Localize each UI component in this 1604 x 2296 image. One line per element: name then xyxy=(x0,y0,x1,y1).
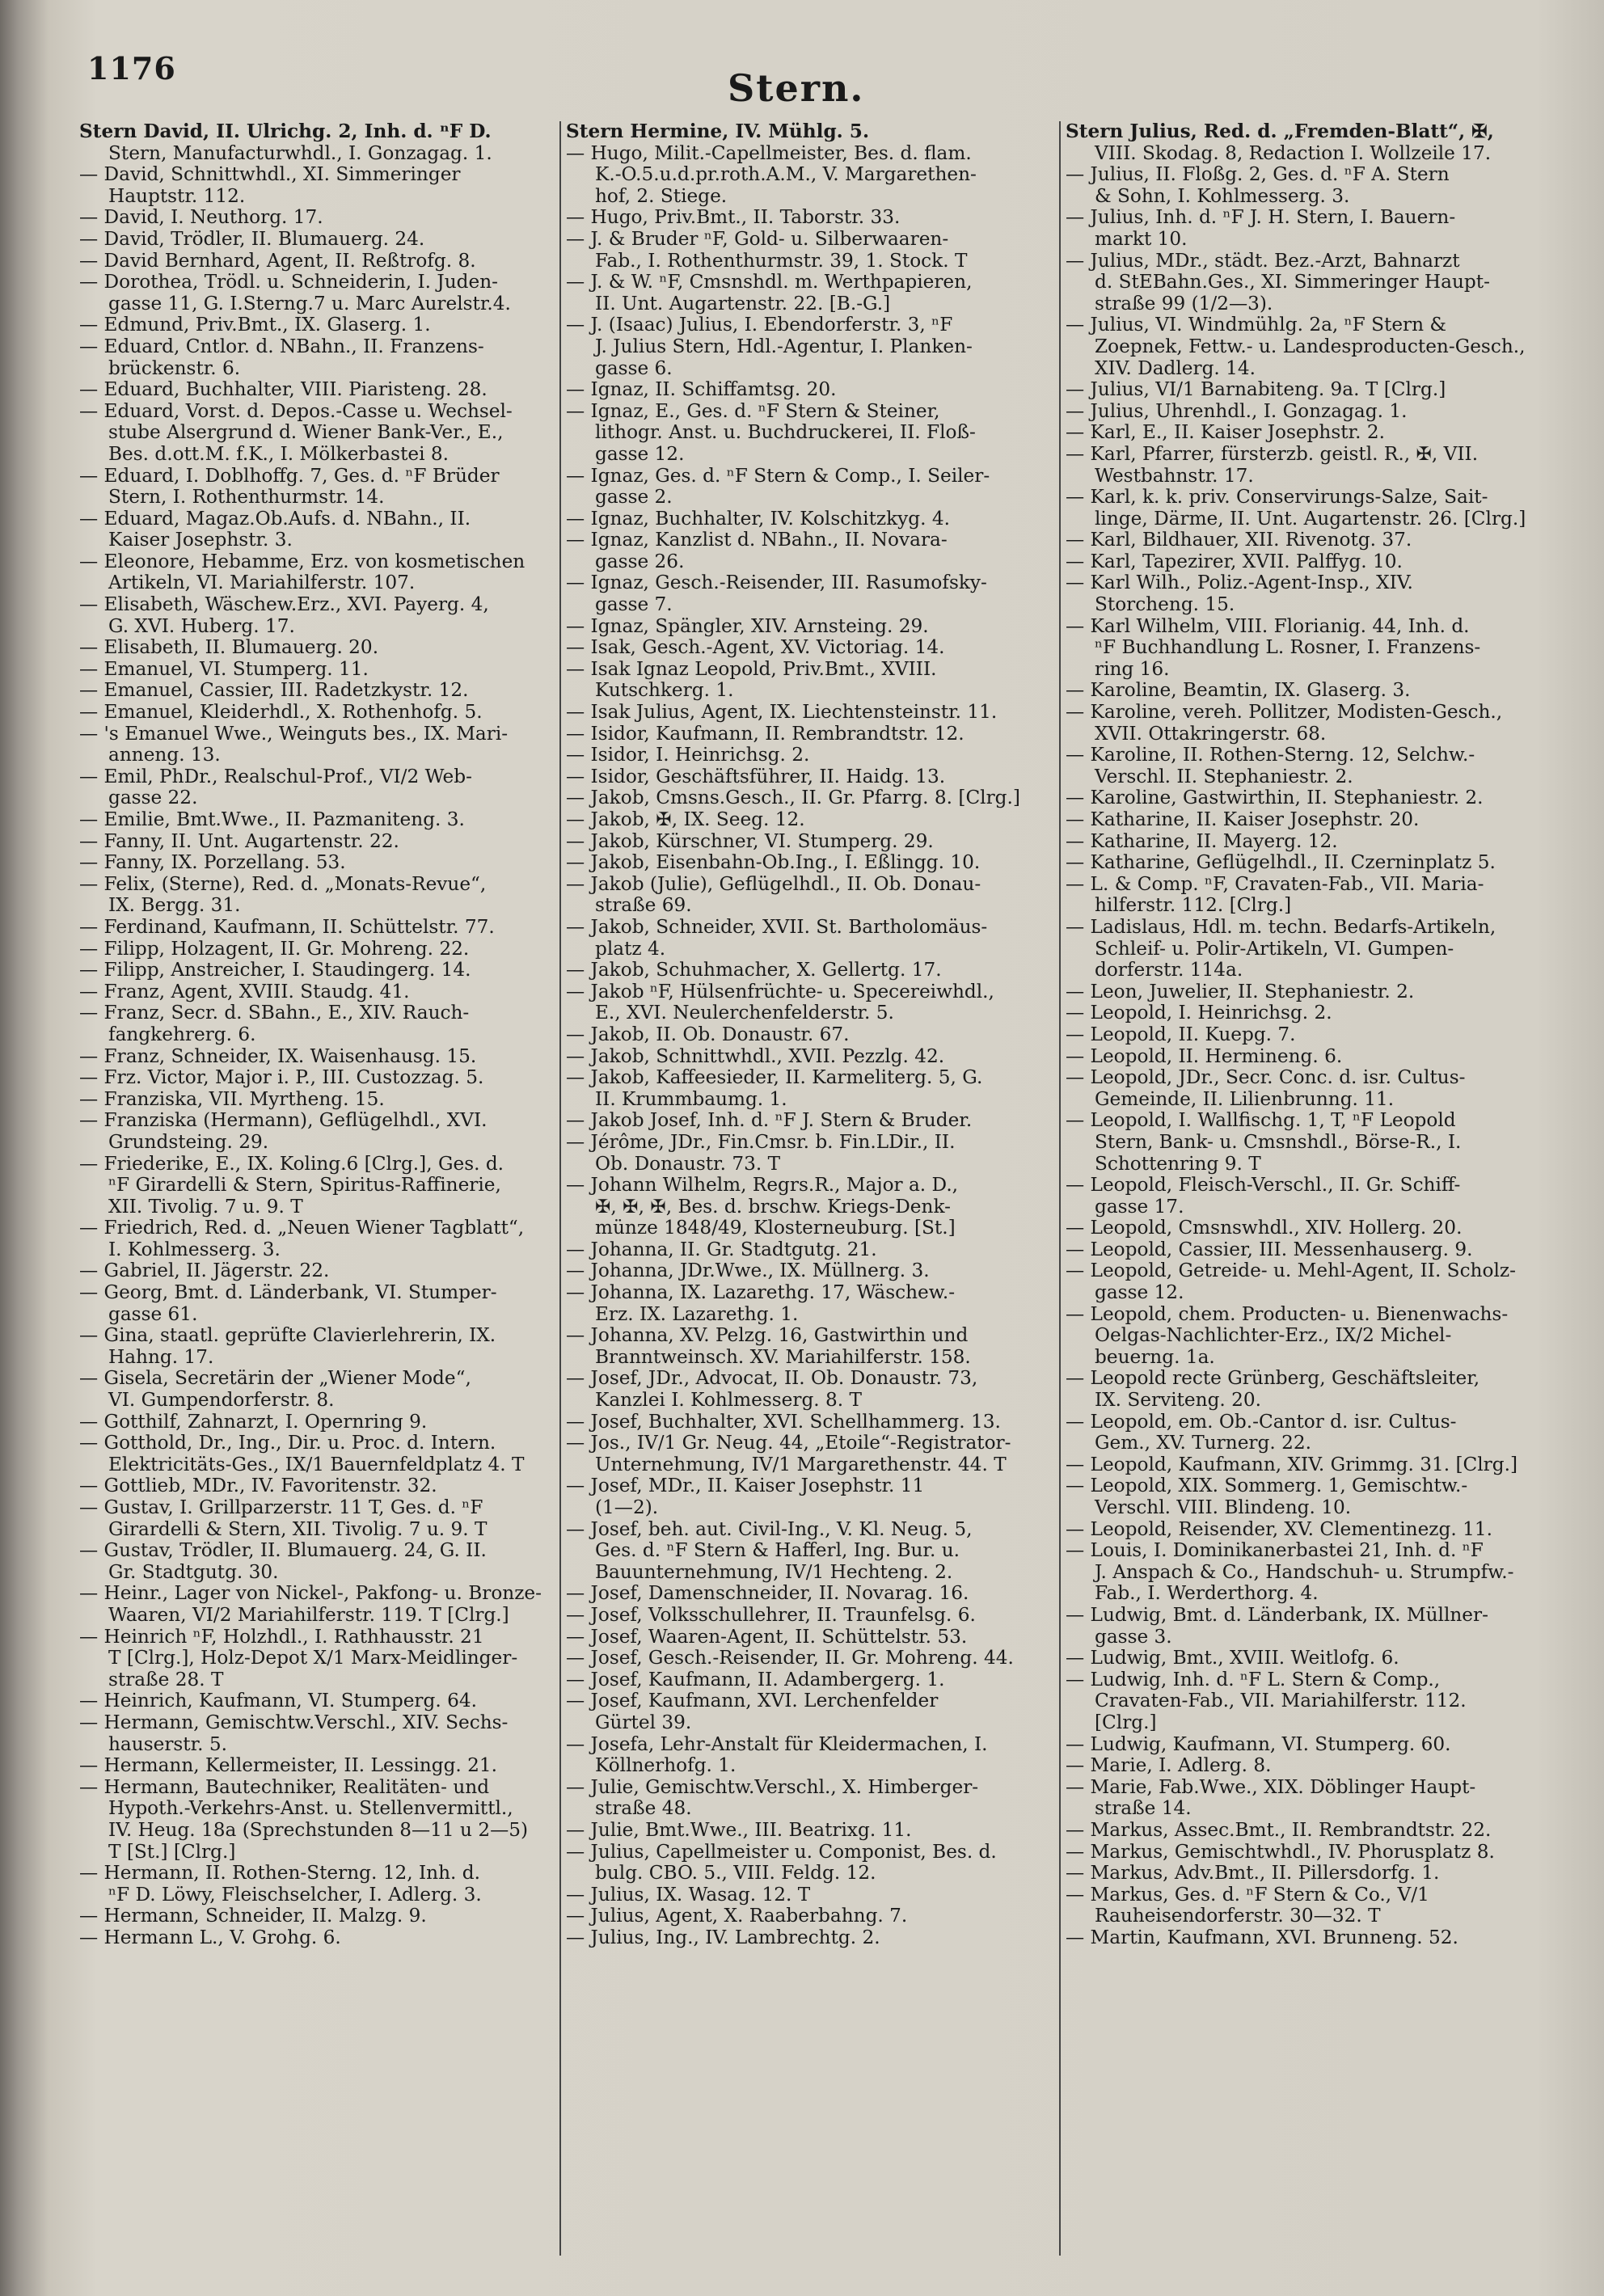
entry-line: VI. Gumpendorferstr. 8. xyxy=(108,1390,335,1412)
entry-line: — Franz, Secr. d. SBahn., E., XIV. Rauch- xyxy=(79,1002,470,1024)
entry-line: IX. Bergg. 31. xyxy=(108,895,241,917)
entry-line: — Filipp, Holzagent, II. Gr. Mohreng. 22. xyxy=(79,938,470,960)
entry-line: — Leopold, Fleisch-Verschl., II. Gr. Schiff- xyxy=(1066,1175,1461,1197)
page-number: 1176 xyxy=(87,50,176,87)
entry-line: — Marie, I. Adlerg. 8. xyxy=(1066,1755,1272,1777)
entry-line: — Hermann, Bautechniker, Realitäten- und xyxy=(79,1776,490,1798)
entry-head-line: Stern Julius, Red. d. „Fremden-Blatt“, ✠, xyxy=(1066,121,1494,142)
entry-line: Rauheisendorferstr. 30—32. T xyxy=(1095,1906,1381,1927)
entry-line: — Frz. Victor, Major i. P., III. Custozzag. 5. xyxy=(79,1067,484,1089)
entry-line: — Jakob, Schuhmacher, X. Gellertg. 17. xyxy=(566,960,942,981)
entry-line: straße 99 (1/2—3). xyxy=(1095,293,1273,314)
entry-line: gasse 61. xyxy=(108,1303,198,1325)
entry-line: dorferstr. 114a. xyxy=(1095,960,1243,981)
entry-line: — Hugo, Milit.-Capellmeister, Bes. d. flam. xyxy=(566,142,972,164)
entry-line: — Louis, I. Dominikanerbastei 21, Inh. d. ⁿF xyxy=(1066,1540,1484,1562)
entry-line: — Jakob ⁿF, Hülsenfrüchte- u. Specereiwhdl., xyxy=(566,981,994,1002)
entry-line: — Isidor, Geschäftsführer, II. Haidg. 13. xyxy=(566,766,946,787)
entry-line: — Katharine, Geflügelhdl., II. Czerninplatz 5. xyxy=(1066,852,1496,874)
entry-line: linge, Därme, II. Unt. Augartenstr. 26. [Clrg.] xyxy=(1095,508,1526,530)
entry-line: — Dorothea, Trödl. u. Schneiderin, I. Juden- xyxy=(79,272,498,293)
entry-line: — L. & Comp. ⁿF, Cravaten-Fab., VII. Maria- xyxy=(1066,873,1484,895)
entry-head-line: Stern David, II. Ulrichg. 2, Inh. d. ⁿF D. xyxy=(79,121,492,142)
entry-line: — Hugo, Priv.Bmt., II. Taborstr. 33. xyxy=(566,207,901,229)
entry-line: — Jakob, Schnittwhdl., XVII. Pezzlg. 42. xyxy=(566,1045,945,1067)
entry-line: — J. & W. ⁿF, Cmsnshdl. m. Werthpapieren, xyxy=(566,272,973,293)
entry-line: — Heinrich, Kaufmann, VI. Stumperg. 64. xyxy=(79,1690,477,1712)
entry-line: — Eduard, I. Doblhoffg. 7, Ges. d. ⁿF Brüder xyxy=(79,465,500,487)
entry-line: — Julius, Uhrenhdl., I. Gonzagag. 1. xyxy=(1066,400,1408,422)
entry-line: gasse 3. xyxy=(1095,1626,1172,1648)
entry-line: — J. & Bruder ⁿF, Gold- u. Silberwaaren- xyxy=(566,228,949,250)
entry-line: — Isak Julius, Agent, IX. Liechtensteinstr. 11. xyxy=(566,702,998,724)
entry-line: — David Bernhard, Agent, II. Reßtrofg. 8. xyxy=(79,250,476,272)
entry-line: Hauptstr. 112. xyxy=(108,185,246,207)
entry-line: straße 48. xyxy=(595,1798,692,1820)
entry-line: — Karl, Tapezirer, XVII. Palffyg. 10. xyxy=(1066,551,1403,572)
entry-line: Elektricitäts-Ges., IX/1 Bauernfeldplatz 4. T xyxy=(108,1454,525,1475)
entry-line: — Heinrich ⁿF, Holzhdl., I. Rathhausstr. 21 xyxy=(79,1626,484,1648)
entry-line: Oelgas-Nachlichter-Erz., IX/2 Michel- xyxy=(1095,1325,1452,1347)
entry-line: — Leopold, II. Hermineng. 6. xyxy=(1066,1045,1343,1067)
entry-line: — Franziska, VII. Myrtheng. 15. xyxy=(79,1088,385,1110)
entry-line: gasse 2. xyxy=(595,487,673,509)
entry-line: — Georg, Bmt. d. Länderbank, VI. Stumper- xyxy=(79,1282,497,1304)
entry-line: ⁿF Girardelli & Stern, Spiritus-Raffinerie, xyxy=(108,1175,501,1197)
entry-line: — Leopold, Reisender, XV. Clementinezg. 11. xyxy=(1066,1518,1492,1540)
entry-line: — Ignaz, II. Schiffamtsg. 20. xyxy=(566,379,837,401)
entry-line: — Julius, VI. Windmühlg. 2a, ⁿF Stern & xyxy=(1066,314,1447,336)
entry-line: — Julie, Gemischtw.Verschl., X. Himberger- xyxy=(566,1776,979,1798)
entry-line: — Josef, Kaufmann, XVI. Lerchenfelder xyxy=(566,1690,939,1712)
entry-line: T [Clrg.], Holz-Depot X/1 Marx-Meidlinger- xyxy=(108,1648,518,1669)
entry-line: gasse 26. xyxy=(595,551,685,572)
entry-line: straße 14. xyxy=(1095,1798,1192,1820)
entry-line: — Eduard, Buchhalter, VIII. Piaristeng. 28. xyxy=(79,379,488,401)
entry-line: Kaiser Josephstr. 3. xyxy=(108,530,293,551)
entry-line: — Felix, (Sterne), Red. d. „Monats-Revue“, xyxy=(79,873,487,895)
entry-line: — Heinr., Lager von Nickel-, Pakfong- u. Bronze- xyxy=(79,1583,542,1605)
entry-line: — Leopold, I. Wallfischg. 1, T, ⁿF Leopold xyxy=(1066,1110,1456,1132)
entry-line: — Ladislaus, Hdl. m. techn. Bedarfs-Artikeln, xyxy=(1066,916,1496,938)
entry-line: II. Unt. Augartenstr. 22. [B.-G.] xyxy=(595,293,891,314)
entry-line: — Hermann, Gemischtw.Verschl., XIV. Sechs- xyxy=(79,1711,509,1733)
entry-line: — Katharine, II. Mayerg. 12. xyxy=(1066,830,1338,852)
entry-line: — Johanna, XV. Pelzg. 16, Gastwirthin und xyxy=(566,1325,969,1347)
entry-line: — Friedrich, Red. d. „Neuen Wiener Tagblatt“, xyxy=(79,1218,525,1239)
entry-line: — Markus, Gemischtwhdl., IV. Phorusplatz 8. xyxy=(1066,1841,1495,1863)
entry-line: — Karl Wilh., Poliz.-Agent-Insp., XIV. xyxy=(1066,572,1413,594)
entry-line: — Leopold, Kaufmann, XIV. Grimmg. 31. [Clrg.] xyxy=(1066,1454,1517,1475)
column-1 xyxy=(79,121,555,1948)
entry-line: — Josef, beh. aut. Civil-Ing., V. Kl. Neug. 5, xyxy=(566,1518,973,1540)
entry-line: — Jérôme, JDr., Fin.Cmsr. b. Fin.LDir., II. xyxy=(566,1131,956,1153)
entry-line: Fab., I. Werderthorg. 4. xyxy=(1095,1583,1319,1605)
entry-line: gasse 7. xyxy=(595,594,673,616)
entry-line: hof, 2. Stiege. xyxy=(595,185,728,207)
entry-line: — Isidor, I. Heinrichsg. 2. xyxy=(566,745,810,766)
entry-line: — Martin, Kaufmann, XVI. Brunneng. 52. xyxy=(1066,1927,1458,1948)
entry-line: — Jakob, II. Ob. Donaustr. 67. xyxy=(566,1023,850,1045)
column-divider xyxy=(1059,121,1061,2256)
entry-line: straße 69. xyxy=(595,895,692,917)
entry-line: Waaren, VI/2 Mariahilferstr. 119. T [Clrg.] xyxy=(108,1604,509,1626)
entry-line: Fab., I. Rothenthurmstr. 39, 1. Stock. T xyxy=(595,250,968,272)
entry-line: — Jakob, Cmsns.Gesch., II. Gr. Pfarrg. 8. [Clrg.] xyxy=(566,787,1020,809)
entry-line: — Gustav, Trödler, II. Blumauerg. 24, G. II. xyxy=(79,1540,487,1562)
entry-line: Storcheng. 15. xyxy=(1095,594,1235,616)
entry-line: — Julius, IX. Wasag. 12. T xyxy=(566,1884,811,1906)
entry-line: gasse 12. xyxy=(1095,1282,1184,1304)
entry-line: K.-O.5.u.d.pr.roth.A.M., V. Margarethen- xyxy=(595,164,977,186)
entry-line: — Elisabeth, Wäschew.Erz., XVI. Payerg. 4, xyxy=(79,594,489,616)
entry-line: brückenstr. 6. xyxy=(108,357,241,379)
entry-line: — Jakob Josef, Inh. d. ⁿF J. Stern & Bruder. xyxy=(566,1110,973,1132)
entry-line: — Johann Wilhelm, Regrs.R., Major a. D., xyxy=(566,1175,959,1197)
entry-line: — Karl Wilhelm, VIII. Florianig. 44, Inh. d. xyxy=(1066,615,1470,637)
entry-line: [Clrg.] xyxy=(1095,1711,1157,1733)
entry-line: hauserstr. 5. xyxy=(108,1733,228,1755)
entry-line: — David, Schnittwhdl., XI. Simmeringer xyxy=(79,164,461,186)
entry-line: gasse 22. xyxy=(108,787,198,809)
entry-line: — Leopold, Cassier, III. Messenhauserg. 9. xyxy=(1066,1239,1473,1260)
entry-line: — Ignaz, Kanzlist d. NBahn., II. Novara- xyxy=(566,530,948,551)
entry-line: — Ignaz, E., Ges. d. ⁿF Stern & Steiner, xyxy=(566,400,940,422)
entry-line: — Leopold, JDr., Secr. Conc. d. isr. Cultus- xyxy=(1066,1067,1466,1089)
entry-line: Gr. Stadtgutg. 30. xyxy=(108,1561,279,1583)
entry-line: Stern, I. Rothenthurmstr. 14. xyxy=(108,487,385,509)
running-head: Stern. xyxy=(728,66,865,110)
entry-line: Ob. Donaustr. 73. T xyxy=(595,1153,781,1175)
entry-line: — Josef, JDr., Advocat, II. Ob. Donaustr. 73, xyxy=(566,1368,978,1390)
entry-line: platz 4. xyxy=(595,938,666,960)
entry-line: — Jakob, Kürschner, VI. Stumperg. 29. xyxy=(566,830,934,852)
entry-line: — Elisabeth, II. Blumauerg. 20. xyxy=(79,637,379,659)
entry-line: — Hermann, Kellermeister, II. Lessingg. 21. xyxy=(79,1755,498,1777)
column-2 xyxy=(566,121,1041,1948)
entry-line: — Jakob, ✠, IX. Seeg. 12. xyxy=(566,809,805,830)
entry-line: Gemeinde, II. Lilienbrunng. 11. xyxy=(1095,1088,1395,1110)
entry-line: Stern, Manufacturwhdl., I. Gonzagag. 1. xyxy=(108,142,492,164)
entry-line: — Fanny, II. Unt. Augartenstr. 22. xyxy=(79,830,399,852)
entry-line: J. Julius Stern, Hdl.-Agentur, I. Planken- xyxy=(595,336,973,357)
entry-line: — Gisela, Secretärin der „Wiener Mode“, xyxy=(79,1368,471,1390)
entry-line: — Friederike, E., IX. Koling.6 [Clrg.], Ges. d. xyxy=(79,1153,504,1175)
entry-line: — Leopold, em. Ob.-Cantor d. isr. Cultus- xyxy=(1066,1411,1457,1433)
entry-line: — Markus, Ges. d. ⁿF Stern & Co., V/1 xyxy=(1066,1884,1429,1906)
entry-line: — Karl, Pfarrer, fürsterzb. geistl. R., ✠, VII. xyxy=(1066,443,1479,465)
entry-line: — Eduard, Vorst. d. Depos.-Casse u. Wechsel- xyxy=(79,400,513,422)
entry-line: XVII. Ottakringerstr. 68. xyxy=(1095,723,1327,745)
entry-line: — J. (Isaac) Julius, I. Ebendorferstr. 3, ⁿF xyxy=(566,314,953,336)
entry-line: — Isidor, Kaufmann, II. Rembrandtstr. 12. xyxy=(566,723,965,745)
entry-line: XIV. Dadlerg. 14. xyxy=(1095,357,1256,379)
entry-line: — Josef, Kaufmann, II. Adambergerg. 1. xyxy=(566,1669,945,1690)
entry-line: — Emanuel, Cassier, III. Radetzkystr. 12. xyxy=(79,680,469,702)
column-3 xyxy=(1066,121,1541,1948)
entry-line: — Julius, MDr., städt. Bez.-Arzt, Bahnarzt xyxy=(1066,250,1460,272)
entry-line: — Gustav, I. Grillparzerstr. 11 T, Ges. d. ⁿF xyxy=(79,1497,483,1518)
entry-line: Unternehmung, IV/1 Margarethenstr. 44. T xyxy=(595,1454,1007,1475)
entry-line: — Karl, Bildhauer, XII. Rivenotg. 37. xyxy=(1066,530,1412,551)
entry-head-line: Stern Hermine, IV. Mühlg. 5. xyxy=(566,121,870,142)
entry-line: — Julie, Bmt.Wwe., III. Beatrixg. 11. xyxy=(566,1819,912,1841)
entry-line: II. Krummbaumg. 1. xyxy=(595,1088,787,1110)
entry-line: — Ludwig, Bmt. d. Länderbank, IX. Müllner- xyxy=(1066,1604,1488,1626)
entry-line: — Ignaz, Gesch.-Reisender, III. Rasumofsky- xyxy=(566,572,987,594)
entry-line: — Jakob, Kaffeesieder, II. Karmeliterg. 5, G. xyxy=(566,1067,983,1089)
entry-line: (1—2). xyxy=(595,1497,659,1518)
entry-line: — Josef, Waaren-Agent, II. Schüttelstr. 53. xyxy=(566,1626,968,1648)
entry-line: — Gotthold, Dr., Ing., Dir. u. Proc. d. Intern. xyxy=(79,1433,496,1454)
entry-line: — Ignaz, Ges. d. ⁿF Stern & Comp., I. Seiler- xyxy=(566,465,990,487)
entry-line: — Ignaz, Buchhalter, IV. Kolschitzkyg. 4. xyxy=(566,508,950,530)
entry-line: — Emilie, Bmt.Wwe., II. Pazmaniteng. 3. xyxy=(79,809,465,830)
entry-line: — Eduard, Magaz.Ob.Aufs. d. NBahn., II. xyxy=(79,508,471,530)
entry-line: gasse 12. xyxy=(595,443,685,465)
entry-line: — Leopold, Getreide- u. Mehl-Agent, II. Scholz- xyxy=(1066,1260,1516,1282)
entry-line: — Ludwig, Kaufmann, VI. Stumperg. 60. xyxy=(1066,1733,1451,1755)
entry-line: — Filipp, Anstreicher, I. Staudingerg. 14. xyxy=(79,960,471,981)
entry-line: — Emanuel, Kleiderhdl., X. Rothenhofg. 5. xyxy=(79,702,483,724)
entry-line: — Eleonore, Hebamme, Erz. von kosmetischen xyxy=(79,551,526,572)
entry-line: — Julius, II. Floßg. 2, Ges. d. ⁿF A. Stern xyxy=(1066,164,1450,186)
entry-line: hilferstr. 112. [Clrg.] xyxy=(1095,895,1292,917)
entry-line: — David, Trödler, II. Blumauerg. 24. xyxy=(79,228,425,250)
entry-line: — Markus, Assec.Bmt., II. Rembrandtstr. 22. xyxy=(1066,1819,1492,1841)
entry-line: — Julius, Agent, X. Raaberbahng. 7. xyxy=(566,1906,908,1927)
entry-line: Verschl. VIII. Blindeng. 10. xyxy=(1095,1497,1352,1518)
entry-line: G. XVI. Huberg. 17. xyxy=(108,615,295,637)
entry-line: — Jakob (Julie), Geflügelhdl., II. Ob. Donau- xyxy=(566,873,981,895)
entry-line: — Karoline, Beamtin, IX. Glaserg. 3. xyxy=(1066,680,1411,702)
entry-line: — Franz, Agent, XVIII. Staudg. 41. xyxy=(79,981,410,1002)
entry-line: beuerng. 1a. xyxy=(1095,1346,1215,1368)
entry-line: — 's Emanuel Wwe., Weinguts bes., IX. Mari- xyxy=(79,723,509,745)
entry-line: ring 16. xyxy=(1095,658,1170,680)
entry-line: — Hermann, Schneider, II. Malzg. 9. xyxy=(79,1906,427,1927)
entry-line: — Leopold, II. Kuepg. 7. xyxy=(1066,1023,1296,1045)
entry-line: gasse 6. xyxy=(595,357,673,379)
entry-line: — Josef, MDr., II. Kaiser Josephstr. 11 xyxy=(566,1475,925,1497)
entry-line: — Isak Ignaz Leopold, Priv.Bmt., XVIII. xyxy=(566,658,937,680)
entry-line: — Hermann L., V. Grohg. 6. xyxy=(79,1927,341,1948)
entry-line: — Fanny, IX. Porzellang. 53. xyxy=(79,852,346,874)
entry-line: — Gottlieb, MDr., IV. Favoritenstr. 32. xyxy=(79,1475,437,1497)
entry-line: — Jakob, Schneider, XVII. St. Bartholomäus- xyxy=(566,916,988,938)
entry-line: Stern, Bank- u. Cmsnshdl., Börse-R., I. xyxy=(1095,1131,1462,1153)
entry-line: Girardelli & Stern, XII. Tivolig. 7 u. 9. T xyxy=(108,1518,488,1540)
entry-line: — Julius, Inh. d. ⁿF J. H. Stern, I. Bauern- xyxy=(1066,207,1456,229)
entry-line: — Franziska (Hermann), Geflügelhdl., XVI. xyxy=(79,1110,488,1132)
entry-line: J. Anspach & Co., Handschuh- u. Strumpfw.- xyxy=(1095,1561,1514,1583)
entry-line: Ges. d. ⁿF Stern & Hafferl, Ing. Bur. u. xyxy=(595,1540,960,1562)
entry-line: — Leopold, I. Heinrichsg. 2. xyxy=(1066,1002,1332,1024)
entry-line: — Isak, Gesch.-Agent, XV. Victoriag. 14. xyxy=(566,637,945,659)
entry-line: — Julius, Capellmeister u. Componist, Bes. d. xyxy=(566,1841,997,1863)
entry-line: — Karoline, Gastwirthin, II. Stephaniestr. 2. xyxy=(1066,787,1484,809)
entry-line: Artikeln, VI. Mariahilferstr. 107. xyxy=(108,572,416,594)
entry-line: münze 1848/49, Klosterneuburg. [St.] xyxy=(595,1218,956,1239)
entry-line: Kutschkerg. 1. xyxy=(595,680,734,702)
entry-line: — Gabriel, II. Jägerstr. 22. xyxy=(79,1260,330,1282)
entry-line: — Johanna, IX. Lazarethg. 17, Wäschew.- xyxy=(566,1282,956,1304)
entry-line: — Julius, VI/1 Barnabiteng. 9a. T [Clrg.] xyxy=(1066,379,1446,401)
entry-line: — Karl, k. k. priv. Conservirungs-Salze, Sait- xyxy=(1066,487,1488,509)
entry-line: — Ludwig, Bmt., XVIII. Weitlofg. 6. xyxy=(1066,1648,1399,1669)
entry-line: Verschl. II. Stephaniestr. 2. xyxy=(1095,766,1353,787)
entry-line: — Emanuel, VI. Stumperg. 11. xyxy=(79,658,369,680)
entry-line: — Gina, staatl. geprüfte Clavierlehrerin, IX. xyxy=(79,1325,496,1347)
entry-line: — Ignaz, Spängler, XIV. Arnsteing. 29. xyxy=(566,615,929,637)
entry-line: — Edmund, Priv.Bmt., IX. Glaserg. 1. xyxy=(79,314,431,336)
entry-line: — Leopold recte Grünberg, Geschäftsleiter, xyxy=(1066,1368,1480,1390)
entry-line: Zoepnek, Fettw.- u. Landesproducten-Gesch., xyxy=(1095,336,1526,357)
entry-line: Köllnerhofg. 1. xyxy=(595,1755,737,1777)
entry-line: Kanzlei I. Kohlmesserg. 8. T xyxy=(595,1390,862,1412)
entry-line: — Josef, Damenschneider, II. Novarag. 16. xyxy=(566,1583,969,1605)
entry-line: — Ferdinand, Kaufmann, II. Schüttelstr. 77. xyxy=(79,916,495,938)
entry-line: Hypoth.-Verkehrs-Anst. u. Stellenvermittl., xyxy=(108,1798,513,1820)
entry-line: E., XVI. Neulerchenfelderstr. 5. xyxy=(595,1002,894,1024)
entry-line: — Karl, E., II. Kaiser Josephstr. 2. xyxy=(1066,422,1385,444)
entry-line: — Markus, Adv.Bmt., II. Pillersdorfg. 1. xyxy=(1066,1863,1440,1884)
entry-line: — Hermann, II. Rothen-Sterng. 12, Inh. d. xyxy=(79,1863,480,1884)
entry-line: Branntweinsch. XV. Mariahilferstr. 158. xyxy=(595,1346,971,1368)
entry-line: — Emil, PhDr., Realschul-Prof., VI/2 Web- xyxy=(79,766,472,787)
entry-line: Schottenring 9. T xyxy=(1095,1153,1261,1175)
entry-line: IX. Serviteng. 20. xyxy=(1095,1390,1262,1412)
entry-line: — Marie, Fab.Wwe., XIX. Döblinger Haupt- xyxy=(1066,1776,1476,1798)
entry-line: ⁿF Buchhandlung L. Rosner, I. Franzens- xyxy=(1095,637,1481,659)
entry-line: IV. Heug. 18a (Sprechstunden 8—11 u 2—5) xyxy=(108,1819,529,1841)
entry-line: — Leopold, XIX. Sommerg. 1, Gemischtw.- xyxy=(1066,1475,1468,1497)
entry-line: T [St.] [Clrg.] xyxy=(108,1841,236,1863)
entry-line: — Jos., IV/1 Gr. Neug. 44, „Etoile“-Registrator- xyxy=(566,1433,1011,1454)
entry-line: ✠, ✠, ✠, Bes. d. brschw. Kriegs-Denk- xyxy=(595,1196,951,1218)
entry-line: fangkehrerg. 6. xyxy=(108,1023,256,1045)
entry-line: Bes. d.ott.M. f.K., I. Mölkerbastei 8. xyxy=(108,443,450,465)
entry-line: Gürtel 39. xyxy=(595,1711,692,1733)
entry-line: Schleif- u. Polir-Artikeln, VI. Gumpen- xyxy=(1095,938,1454,960)
entry-line: Westbahnstr. 17. xyxy=(1095,465,1254,487)
entry-line: — Leon, Juwelier, II. Stephaniestr. 2. xyxy=(1066,981,1415,1002)
entry-line: straße 28. T xyxy=(108,1669,224,1690)
entry-line: — Ludwig, Inh. d. ⁿF L. Stern & Comp., xyxy=(1066,1669,1441,1690)
entry-line: — Leopold, Cmsnswhdl., XIV. Hollerg. 20. xyxy=(1066,1218,1463,1239)
entry-line: ⁿF D. Löwy, Fleischselcher, I. Adlerg. 3. xyxy=(108,1884,482,1906)
entry-line: — Josef, Gesch.-Reisender, II. Gr. Mohreng. 44. xyxy=(566,1648,1014,1669)
entry-line: — Eduard, Cntlor. d. NBahn., II. Franzens- xyxy=(79,336,484,357)
entry-line: — Leopold, chem. Producten- u. Bienenwachs- xyxy=(1066,1303,1509,1325)
entry-line: I. Kohlmesserg. 3. xyxy=(108,1239,281,1260)
entry-line: — Josef, Volksschullehrer, II. Traunfelsg. 6. xyxy=(566,1604,976,1626)
entry-line: — Johanna, JDr.Wwe., IX. Müllnerg. 3. xyxy=(566,1260,930,1282)
entry-line: — Julius, Ing., IV. Lambrechtg. 2. xyxy=(566,1927,880,1948)
entry-line: gasse 11, G. I.Sterng.7 u. Marc Aurelstr.4. xyxy=(108,293,511,314)
entry-line: Hahng. 17. xyxy=(108,1346,214,1368)
entry-line: anneng. 13. xyxy=(108,745,221,766)
entry-line: — Josef, Buchhalter, XVI. Schellhammerg. 13. xyxy=(566,1411,1001,1433)
entry-line: Gem., XV. Turnerg. 22. xyxy=(1095,1433,1311,1454)
entry-line: markt 10. xyxy=(1095,228,1188,250)
entry-line: Cravaten-Fab., VII. Mariahilferstr. 112. xyxy=(1095,1690,1467,1712)
entry-line: — David, I. Neuthorg. 17. xyxy=(79,207,323,229)
entry-line: & Sohn, I. Kohlmesserg. 3. xyxy=(1095,185,1350,207)
entry-line: stube Alsergrund d. Wiener Bank-Ver., E., xyxy=(108,422,504,444)
entry-line: gasse 17. xyxy=(1095,1196,1184,1218)
entry-line: lithogr. Anst. u. Buchdruckerei, II. Floß- xyxy=(595,422,976,444)
entry-line: — Karoline, II. Rothen-Sterng. 12, Selchw.- xyxy=(1066,745,1475,766)
entry-line: Bauunternehmung, IV/1 Hechteng. 2. xyxy=(595,1561,953,1583)
entry-line: bulg. CBO. 5., VIII. Feldg. 12. xyxy=(595,1863,876,1884)
entry-line: — Gotthilf, Zahnarzt, I. Opernring 9. xyxy=(79,1411,428,1433)
entry-line: — Katharine, II. Kaiser Josephstr. 20. xyxy=(1066,809,1420,830)
entry-line: d. StEBahn.Ges., XI. Simmeringer Haupt- xyxy=(1095,272,1490,293)
entry-line: — Jakob, Eisenbahn-Ob.Ing., I. Eßlingg. 10. xyxy=(566,852,981,874)
entry-line: — Johanna, II. Gr. Stadtgutg. 21. xyxy=(566,1239,877,1260)
entry-line: — Karoline, vereh. Pollitzer, Modisten-Gesch., xyxy=(1066,702,1503,724)
entry-line: XII. Tivolig. 7 u. 9. T xyxy=(108,1196,303,1218)
entry-line: — Josefa, Lehr-Anstalt für Kleidermachen, I. xyxy=(566,1733,988,1755)
entry-line: Grundsteing. 29. xyxy=(108,1131,269,1153)
column-divider xyxy=(559,121,561,2256)
entry-line: — Franz, Schneider, IX. Waisenhausg. 15. xyxy=(79,1045,477,1067)
entry-line: VIII. Skodag. 8, Redaction I. Wollzeile 17. xyxy=(1095,142,1492,164)
entry-line: Erz. IX. Lazarethg. 1. xyxy=(595,1303,799,1325)
